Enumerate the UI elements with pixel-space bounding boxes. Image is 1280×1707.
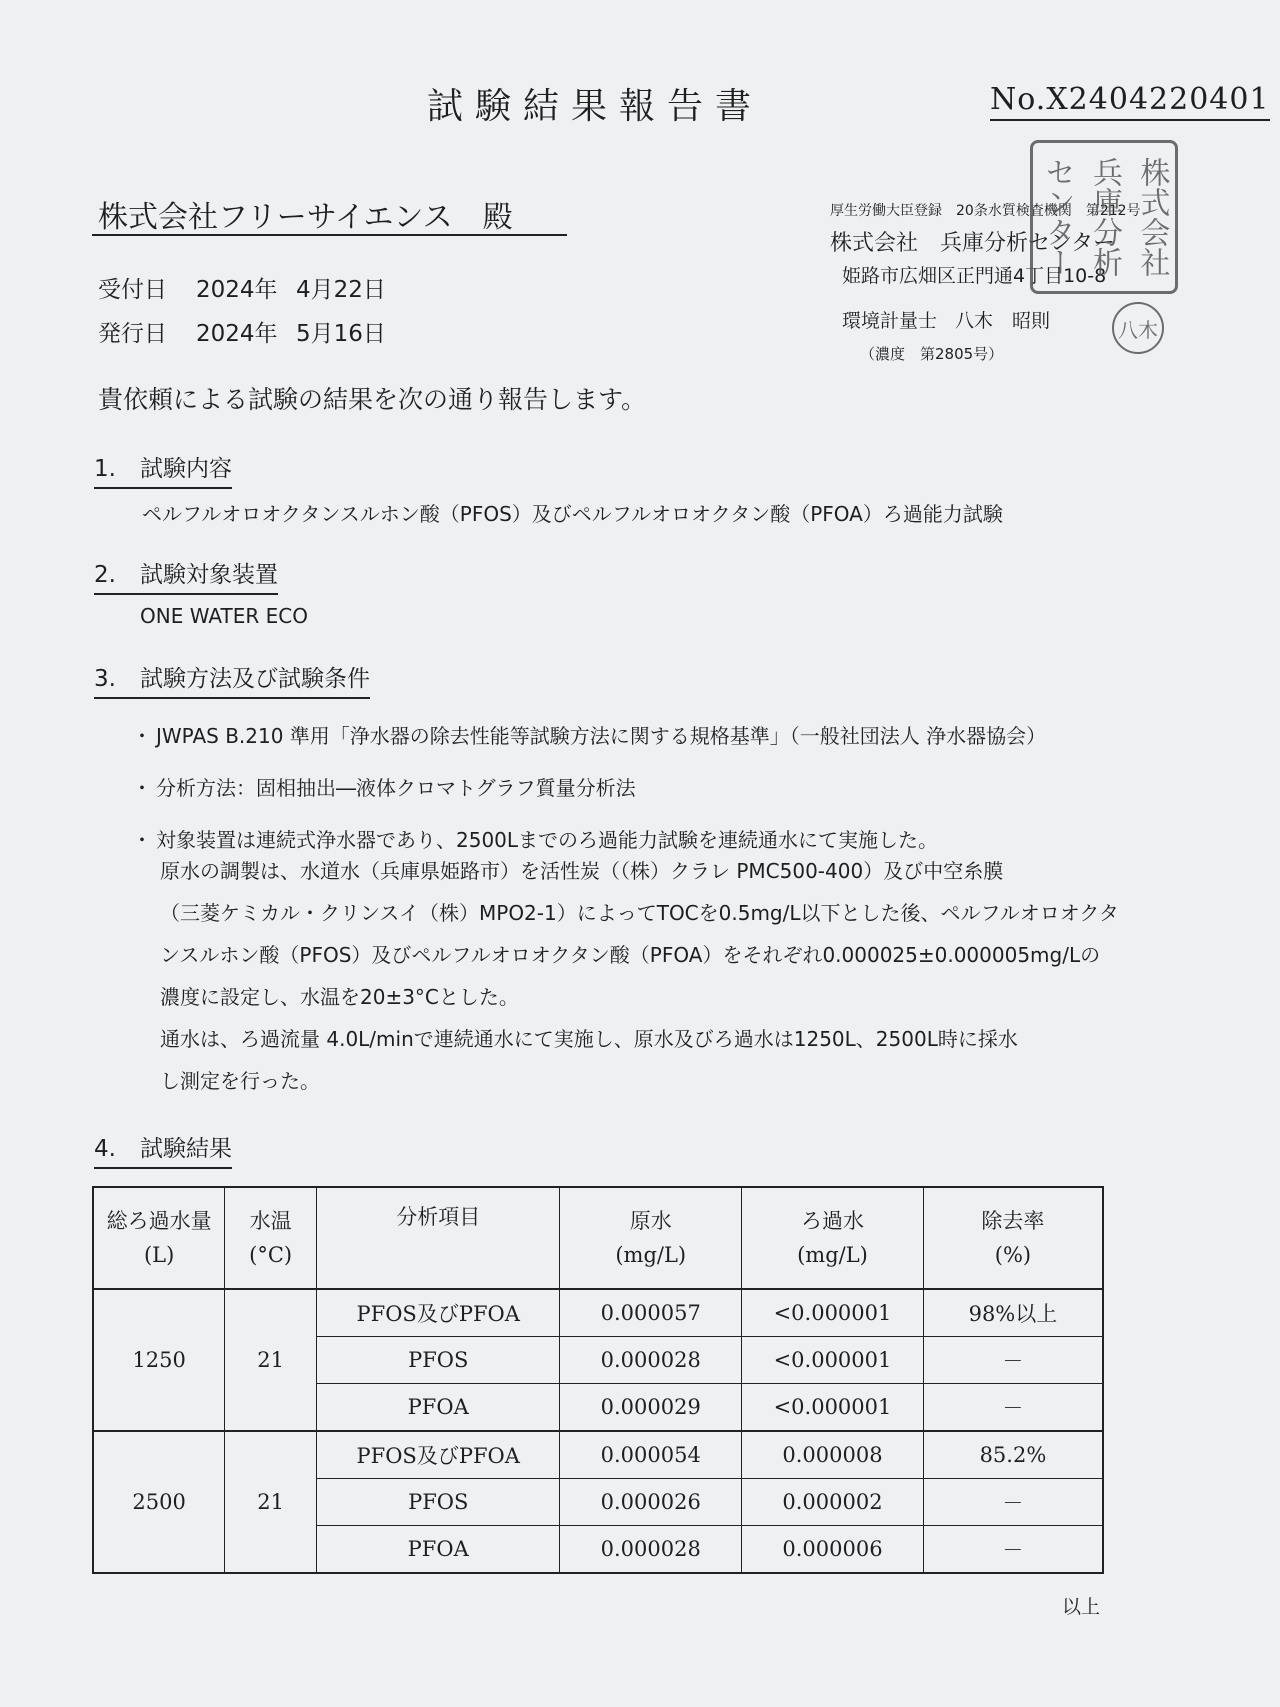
table-row	[93, 1431, 1103, 1479]
received-date-label: 受付日	[98, 277, 167, 303]
cell-filtered: 0.000008	[742, 1431, 924, 1479]
paragraph-line: 濃度に設定し、水温を20±3°Cとした。	[160, 985, 519, 1009]
section-4-number: 4.	[94, 1136, 116, 1162]
seal-column-2: 兵庫分析	[1086, 157, 1122, 277]
cell-item: PFOS	[317, 1337, 560, 1384]
seal-column-3: センター	[1039, 157, 1075, 277]
section-2-body: ONE WATER ECO	[140, 604, 308, 628]
cell-removal: 85.2%	[923, 1431, 1103, 1479]
issuer-company: 株式会社 兵庫分析センター	[830, 231, 1116, 256]
condition-item: ・ JWPAS B.210 準用「浄水器の除去性能等試験方法に関する規格基準」（一般社団法人 浄水器協会）	[132, 710, 1046, 762]
paragraph-line: 通水は、ろ過流量 4.0L/minで連続通水にて実施し、原水及びろ過水は1250L、2500L時に採水	[160, 1027, 1018, 1051]
issued-date-label: 発行日	[98, 321, 167, 347]
issuer-address: 姫路市広畑区正門通4丁目10-8	[842, 265, 1107, 287]
date-block	[98, 268, 386, 356]
header-removal: 除去率 (%)	[923, 1187, 1103, 1289]
cell-item: PFOS	[317, 1479, 560, 1526]
preparation-paragraph	[160, 850, 1120, 1102]
header-item: 分析項目	[317, 1187, 560, 1289]
cell-filtered: <0.000001	[742, 1337, 924, 1384]
cell-item: PFOA	[317, 1526, 560, 1574]
header-temp: 水温 (°C)	[225, 1187, 317, 1289]
cell-filtered: 0.000006	[742, 1526, 924, 1574]
end-mark: 以上	[1062, 1596, 1101, 1618]
section-1-number: 1.	[94, 456, 116, 482]
personal-seal: 八木	[1112, 302, 1164, 354]
section-2-heading	[94, 556, 278, 595]
cell-raw: 0.000026	[560, 1479, 742, 1526]
received-date-md: 4月22日	[296, 277, 386, 303]
cell-raw: 0.000057	[560, 1289, 742, 1337]
section-3-heading	[94, 660, 370, 699]
section-4-heading	[94, 1130, 232, 1169]
received-date-year: 2024年	[196, 277, 278, 303]
issued-date-md: 5月16日	[296, 321, 386, 347]
section-1-title: 試験内容	[140, 456, 232, 482]
received-date-row	[98, 268, 386, 312]
client-underline	[92, 234, 567, 236]
section-1-heading	[94, 450, 232, 489]
cell-item: PFOS及びPFOA	[317, 1431, 560, 1479]
cell-removal: 98%以上	[923, 1289, 1103, 1337]
section-3-title: 試験方法及び試験条件	[140, 666, 370, 692]
cell-temp: 21	[225, 1431, 317, 1573]
cell-volume: 2500	[93, 1431, 225, 1573]
results-table	[92, 1186, 1104, 1574]
cell-volume: 1250	[93, 1289, 225, 1431]
measurer-license: （濃度 第2805号）	[860, 345, 1004, 363]
section-3-number: 3.	[94, 666, 116, 692]
paragraph-line: ンスルホン酸（PFOS）及びペルフルオロオクタン酸（PFOA）をそれぞれ0.000025±0.000005mg/Lの	[160, 943, 1101, 967]
cell-raw: 0.000028	[560, 1337, 742, 1384]
section-1-body: ペルフルオロオクタンスルホン酸（PFOS）及びペルフルオロオクタン酸（PFOA）ろ過能力試験	[142, 502, 1003, 526]
company-seal	[1030, 140, 1178, 294]
condition-item: ・ 対象装置は連続式浄水器であり、2500Lまでのろ過能力試験を連続通水にて実施した。	[132, 814, 1046, 866]
header-volume: 総ろ過水量 (L)	[93, 1187, 225, 1289]
cell-raw: 0.000028	[560, 1526, 742, 1574]
cell-removal: －	[923, 1337, 1103, 1384]
paragraph-line: 原水の調製は、水道水（兵庫県姫路市）を活性炭（（株）クラレ PMC500-400）及び中空糸膜	[160, 859, 1004, 883]
measurer-name: 八木 昭則	[955, 310, 1051, 332]
cell-item: PFOA	[317, 1384, 560, 1432]
issued-date-year: 2024年	[196, 321, 278, 347]
intro-text: 貴依頼による試験の結果を次の通り報告します。	[98, 385, 647, 414]
paragraph-line: し測定を行った。	[160, 1069, 320, 1093]
header-raw: 原水 (mg/L)	[560, 1187, 742, 1289]
client-name: 株式会社フリーサイエンス 殿	[98, 200, 513, 235]
cell-removal: －	[923, 1526, 1103, 1574]
cell-removal: －	[923, 1479, 1103, 1526]
cell-filtered: <0.000001	[742, 1289, 924, 1337]
condition-list	[132, 710, 1046, 866]
cell-filtered: 0.000002	[742, 1479, 924, 1526]
document-number: No.X2404220401	[990, 82, 1270, 121]
table-row	[93, 1289, 1103, 1337]
table-header-row	[93, 1187, 1103, 1289]
cell-item: PFOS及びPFOA	[317, 1289, 560, 1337]
header-filtered: ろ過水 (mg/L)	[742, 1187, 924, 1289]
paragraph-line: （三菱ケミカル・クリンスイ（株）MPO2-1）によってTOCを0.5mg/L以下とした後、ペルフルオロオクタ	[160, 901, 1119, 925]
cell-removal: －	[923, 1384, 1103, 1432]
report-title: 試験結果報告書	[426, 86, 763, 127]
condition-item: ・ 分析方法：固相抽出―液体クロマトグラフ質量分析法	[132, 762, 1046, 814]
issuer-measurer	[842, 306, 1141, 333]
section-2-number: 2.	[94, 562, 116, 588]
issuer-registration: 厚生労働大臣登録 20条水質検査機関 第212号	[830, 203, 1141, 219]
section-2-title: 試験対象装置	[140, 562, 278, 588]
issued-date-row	[98, 312, 386, 356]
cell-raw: 0.000054	[560, 1431, 742, 1479]
section-4-title: 試験結果	[140, 1136, 232, 1162]
cell-filtered: <0.000001	[742, 1384, 924, 1432]
cell-temp: 21	[225, 1289, 317, 1431]
measurer-title: 環境計量士	[842, 310, 938, 332]
cell-raw: 0.000029	[560, 1384, 742, 1432]
seal-column-1: 株式会社	[1134, 157, 1170, 277]
